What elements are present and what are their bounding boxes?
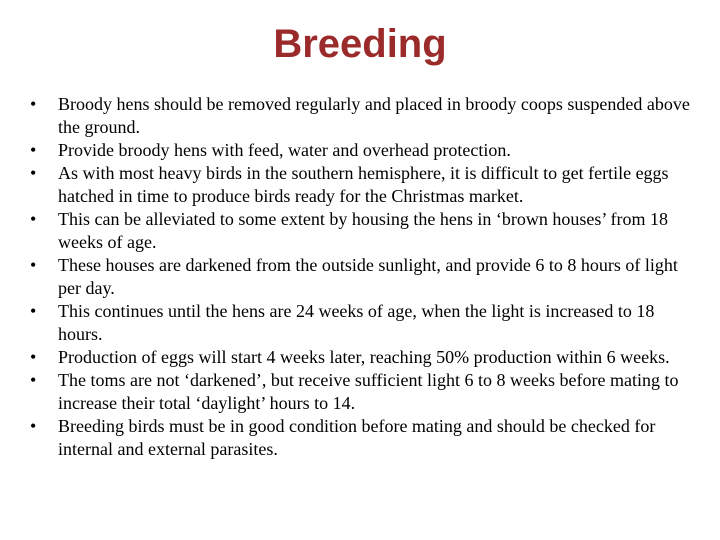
bullet-item — [28, 139, 700, 162]
bullet-item — [28, 300, 700, 346]
bullet-dot-icon: • — [30, 301, 37, 321]
bullet-item — [28, 254, 700, 300]
bullet-text: These houses are darkened from the outside sunlight, and provide 6 to 8 hours of light per day. — [58, 255, 678, 298]
bullet-dot-icon: • — [30, 163, 37, 183]
slide-title: Breeding — [273, 22, 447, 66]
bullet-text: Production of eggs will start 4 weeks later, reaching 50% production within 6 weeks. — [58, 347, 670, 367]
bullet-text: Breeding birds must be in good condition before mating and should be checked for internal and external parasites. — [58, 416, 656, 459]
bullet-item — [28, 369, 700, 415]
bullet-text: Broody hens should be removed regularly and placed in broody coops suspended above the ground. — [58, 94, 690, 137]
bullet-list — [28, 93, 700, 461]
bullet-item — [28, 93, 700, 139]
bullet-dot-icon: • — [30, 140, 37, 160]
bullet-item — [28, 162, 700, 208]
bullet-item — [28, 346, 700, 369]
bullet-text: This continues until the hens are 24 weeks of age, when the light is increased to 18 hours. — [58, 301, 655, 344]
bullet-item — [28, 415, 700, 461]
bullet-dot-icon: • — [30, 347, 37, 367]
bullet-item — [28, 208, 700, 254]
bullet-dot-icon: • — [30, 209, 37, 229]
bullet-dot-icon: • — [30, 255, 37, 275]
bullet-dot-icon: • — [30, 416, 37, 436]
bullet-dot-icon: • — [30, 94, 37, 114]
bullet-text: The toms are not ‘darkened’, but receive sufficient light 6 to 8 weeks before mating to increase their total ‘daylight’ hours to 14. — [58, 370, 679, 413]
bullet-text: As with most heavy birds in the southern hemisphere, it is difficult to get fertile eggs hatched in time to produce birds ready for the Christmas market. — [58, 163, 669, 206]
bullet-text: This can be alleviated to some extent by housing the hens in ‘brown houses’ from 18 weeks of age. — [58, 209, 669, 252]
bullet-text: Provide broody hens with feed, water and overhead protection. — [58, 140, 511, 160]
bullet-dot-icon: • — [30, 370, 37, 390]
